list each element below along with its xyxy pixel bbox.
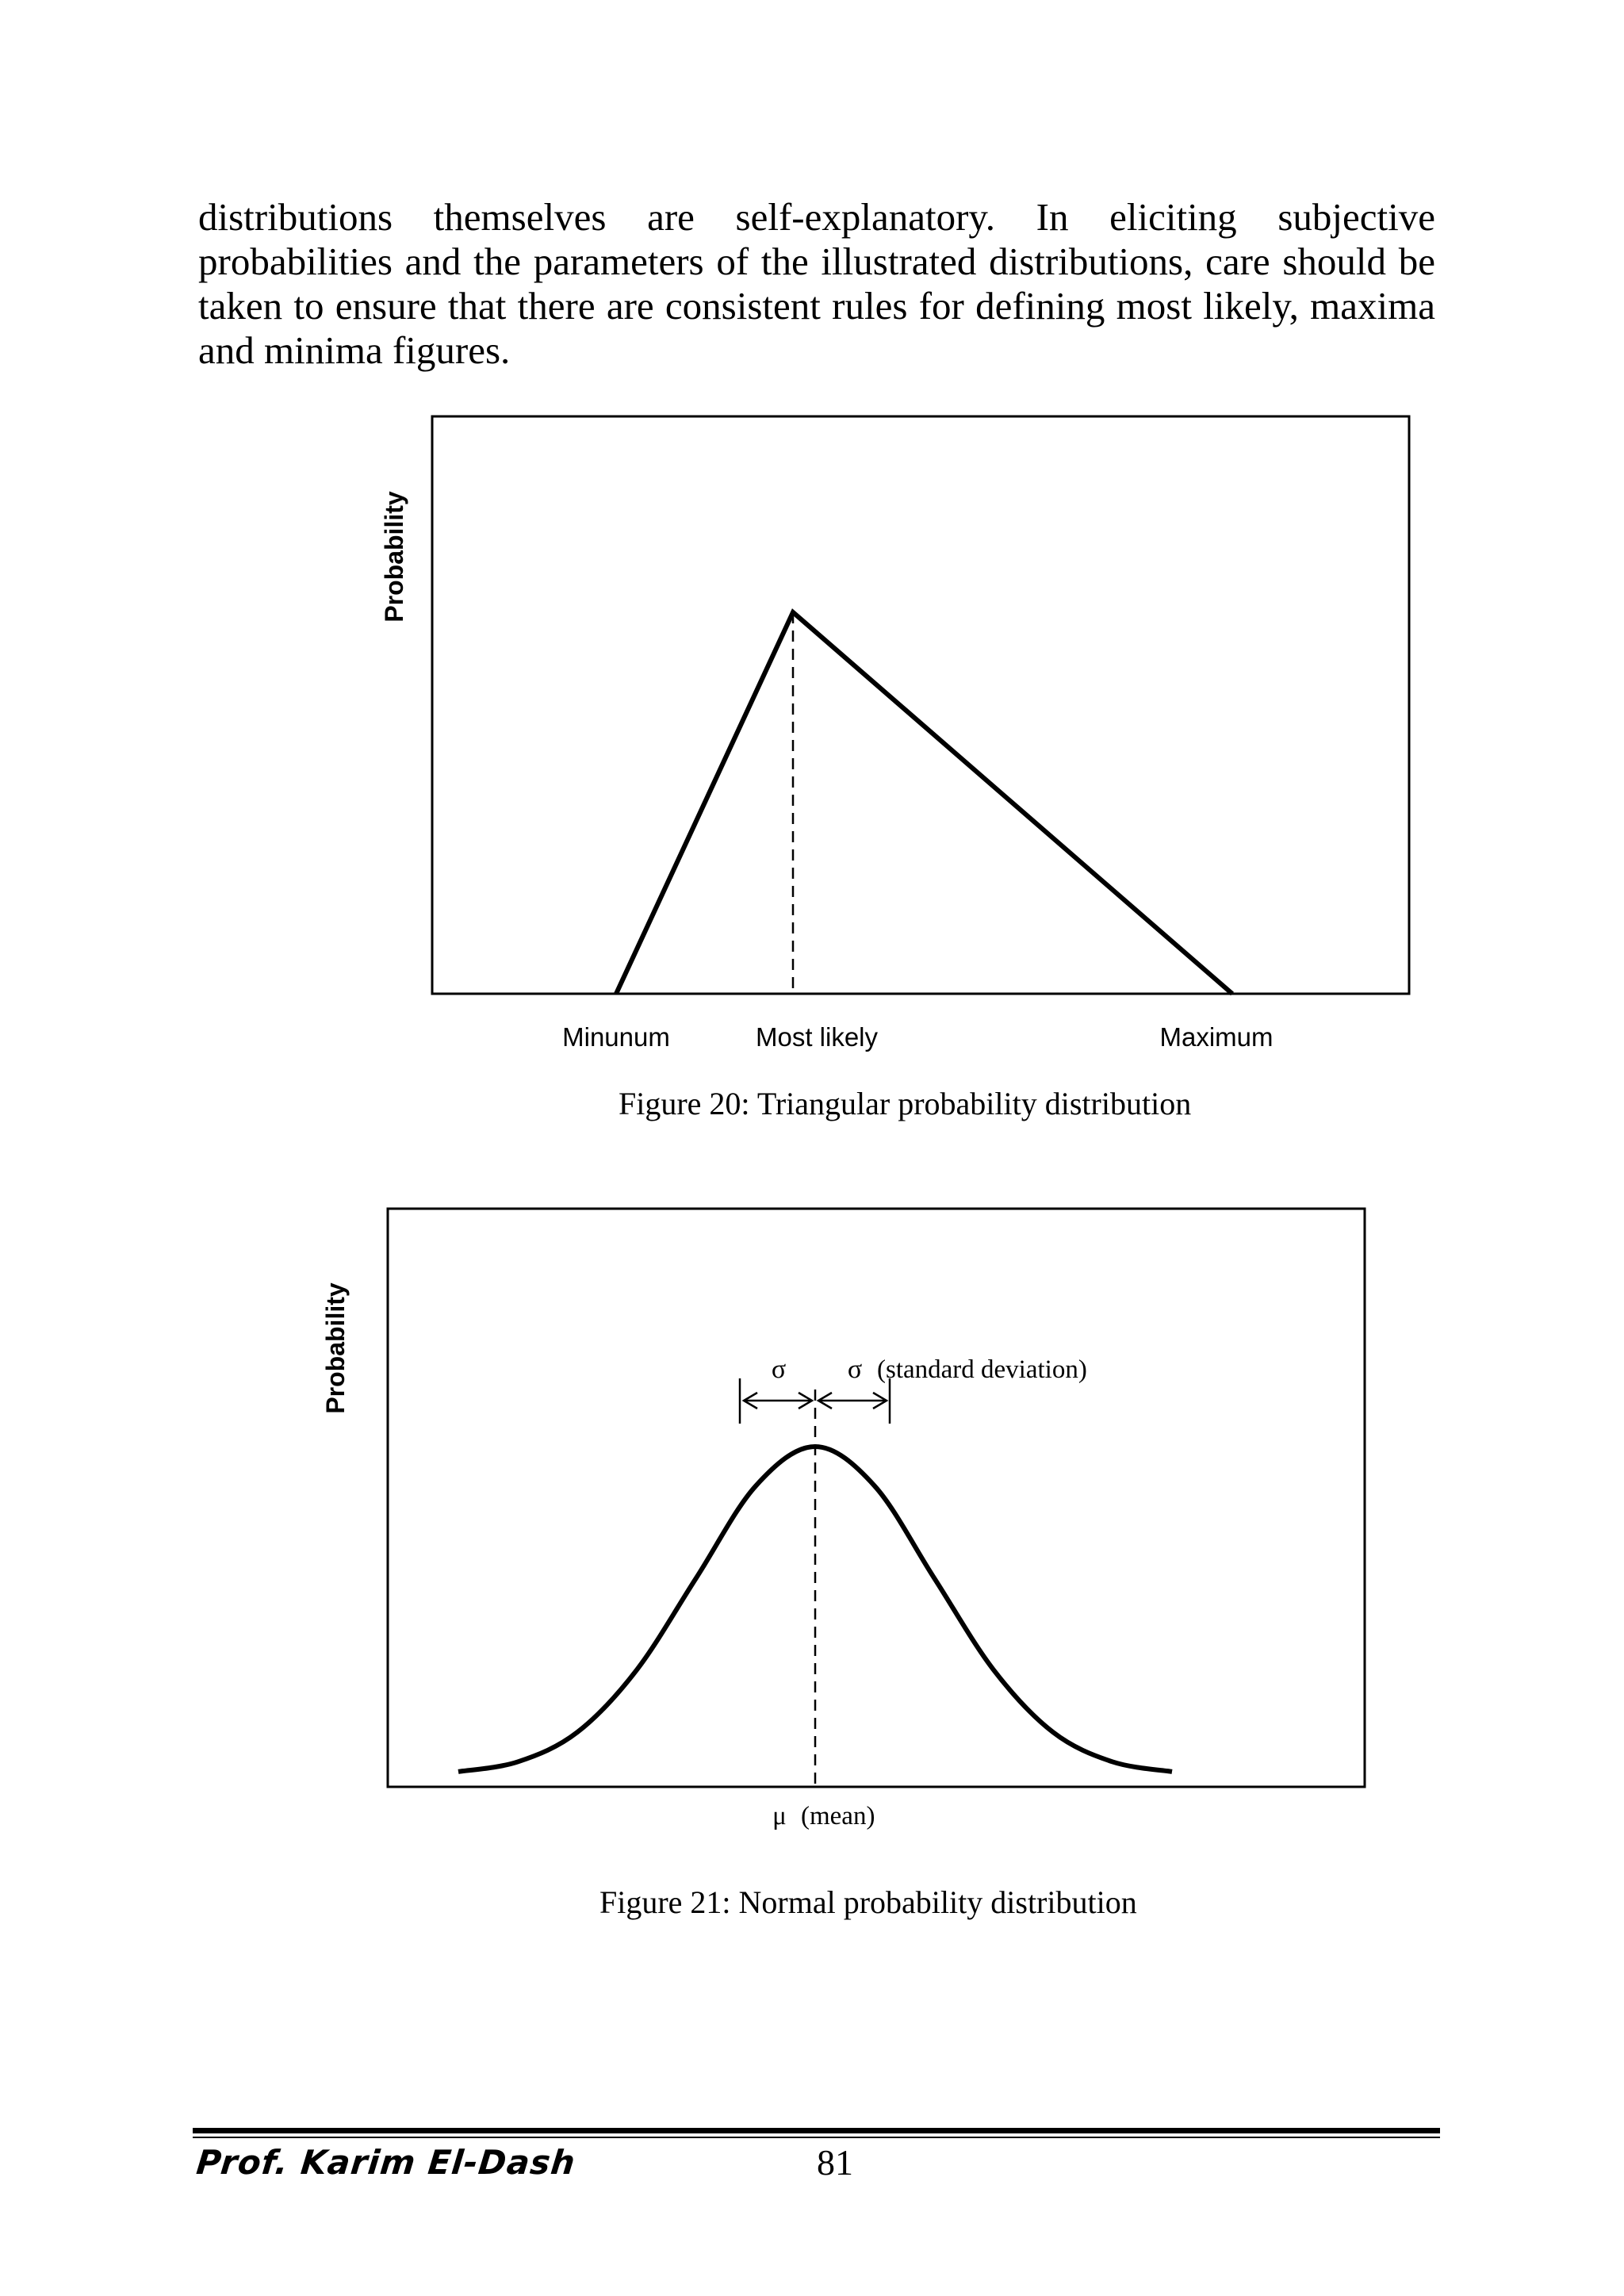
figure-20-tick-label-max: Maximum xyxy=(1159,1022,1274,1052)
figure-21-mean-symbol: μ xyxy=(772,1802,787,1830)
figure-20-tick-label-most-likely: Most likely xyxy=(755,1022,879,1052)
figure-21-sigma-left-label: σ xyxy=(771,1355,787,1384)
figure-20-y-axis-label: Probability xyxy=(380,491,408,623)
figure-21-caption: Figure 21: Normal probability distribution xyxy=(599,1884,1137,1920)
figure-20-caption: Figure 20: Triangular probability distribution xyxy=(619,1086,1192,1121)
page-number: 81 xyxy=(817,2142,853,2183)
figure-21-sigma-right-label: σ xyxy=(847,1355,863,1384)
figure-21-sigma-note: (standard deviation) xyxy=(877,1355,1087,1384)
figure-21-y-axis-label: Probability xyxy=(321,1282,350,1414)
body-paragraph: distributions themselves are self-explanatory. In eliciting subjective probabilities and the parameters of the illustrated distributions, care should be taken to ensure that there are consistent rules for defining most likely, maxima and minima figures. xyxy=(198,195,1435,372)
figure-21-mean-note: (mean) xyxy=(801,1802,875,1830)
footer-rule xyxy=(193,2128,1440,2133)
figure-21-frame xyxy=(388,1209,1365,1787)
figure-20-tick-label-min: Minunum xyxy=(562,1022,670,1052)
footer-rule-thin xyxy=(193,2137,1440,2138)
footer-author: Prof. Karim El-Dash xyxy=(194,2143,578,2182)
